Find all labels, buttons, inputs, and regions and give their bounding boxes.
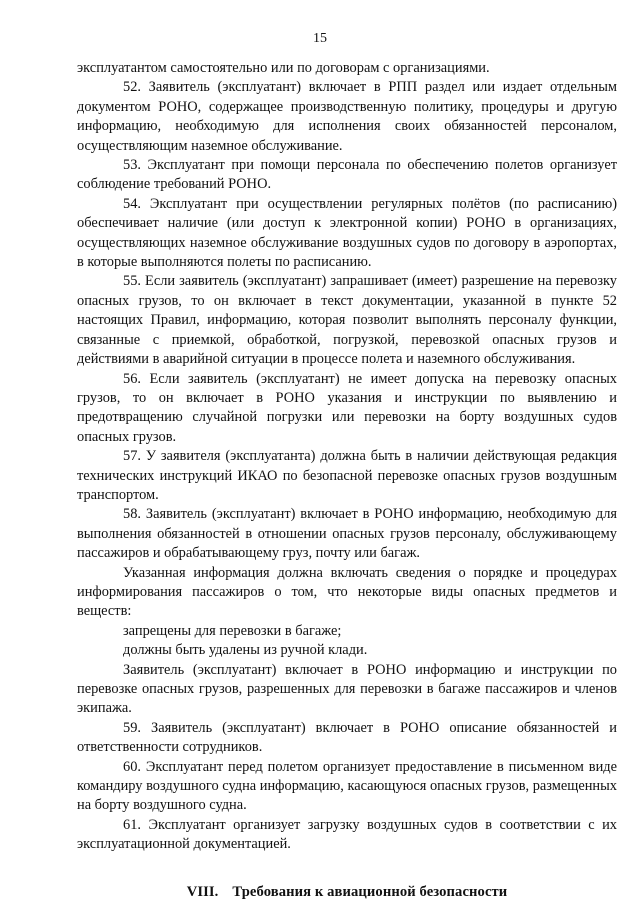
list-item-remove: должны быть удалены из ручной клади.	[123, 642, 368, 659]
paragraph-56: 56. Если заявитель (эксплуатант) не имеет допуска на перевозку опасных грузов, то он включает в РОНО указания и инструкции по выявлению и предотвращению случайной погрузки или перевозки на борту воздушных судов опасных грузов.	[77, 370, 617, 445]
paragraph-52: 52. Заявитель (эксплуатант) включает в РПП раздел или издает отдельным документом РОНО, содержащее производственную политику, процедуры и другую информацию, необходимую для исполнения своих обязанностей персоналом, осуществляющим наземное обслуживание.	[77, 79, 617, 154]
paragraph-53: 53. Эксплуатант при помощи персонала по обеспечению полетов организует соблюдение требований РОНО.	[77, 157, 617, 193]
paragraph-58-instructions: Заявитель (эксплуатант) включает в РОНО информацию и инструкции по перевозке опасных грузов, разрешенных для перевозки в багаже пассажиров и членов экипажа.	[77, 661, 617, 717]
paragraph-continuation: эксплуатантом самостоятельно или по договорам с организациями.	[77, 60, 490, 76]
paragraph-54: 54. Эксплуатант при осуществлении регулярных полётов (по расписанию) обеспечивает наличие (или доступ к электронной копии) РОНО в организациях, осуществляющих наземное обслуживание воздушных судов по договору в аэропортах, в которые выполняются полеты по расписанию.	[77, 195, 617, 271]
document-body	[77, 59, 617, 902]
paragraph-58-info: Указанная информация должна включать сведения о порядке и процедурах информирования пассажиров о том, что некоторые виды опасных предметов и веществ:	[77, 564, 617, 620]
paragraph-59: 59. Заявитель (эксплуатант) включает в РОНО описание обязанностей и ответственности сотрудников.	[77, 719, 617, 756]
section-title: Требования к авиационной безопасности	[232, 883, 508, 900]
section-heading	[77, 883, 617, 902]
paragraph-60: 60. Эксплуатант перед полетом организует предоставление в письменном виде командиру воздушного судна информацию, касающуюся опасных грузов, размещенных на борту воздушного судна.	[77, 758, 617, 814]
paragraph-57: 57. У заявителя (эксплуатанта) должна быть в наличии действующая редакция технических инструкций ИКАО по безопасной перевозке опасных грузов воздушным транспортом.	[77, 448, 617, 503]
paragraph-55: 55. Если заявитель (эксплуатант) запрашивает (имеет) разрешение на перевозку опасных грузов, то он включает в текст документации, указанной в пункте 52 настоящих Правил, информацию, которая позволит выполнять персоналу функции, связанные с приемкой, обработкой, погрузкой, перевозкой опасных грузов и действиями в аварийной ситуации в процессе полета и наземного обслуживания.	[77, 273, 617, 368]
paragraph-58: 58. Заявитель (эксплуатант) включает в РОНО информацию, необходимую для выполнения обязанностей в отношении опасных грузов персоналу, обслуживающему пассажиров и обрабатывающему груз, почту или багаж.	[77, 506, 617, 562]
section-number: VIII.	[186, 883, 219, 900]
paragraph-61: 61. Эксплуатант организует загрузку воздушных судов в соответствии с их эксплуатационной документацией.	[77, 816, 617, 853]
list-item-prohibited: запрещены для перевозки в багаже;	[123, 622, 342, 639]
page-number: 15	[313, 31, 327, 46]
